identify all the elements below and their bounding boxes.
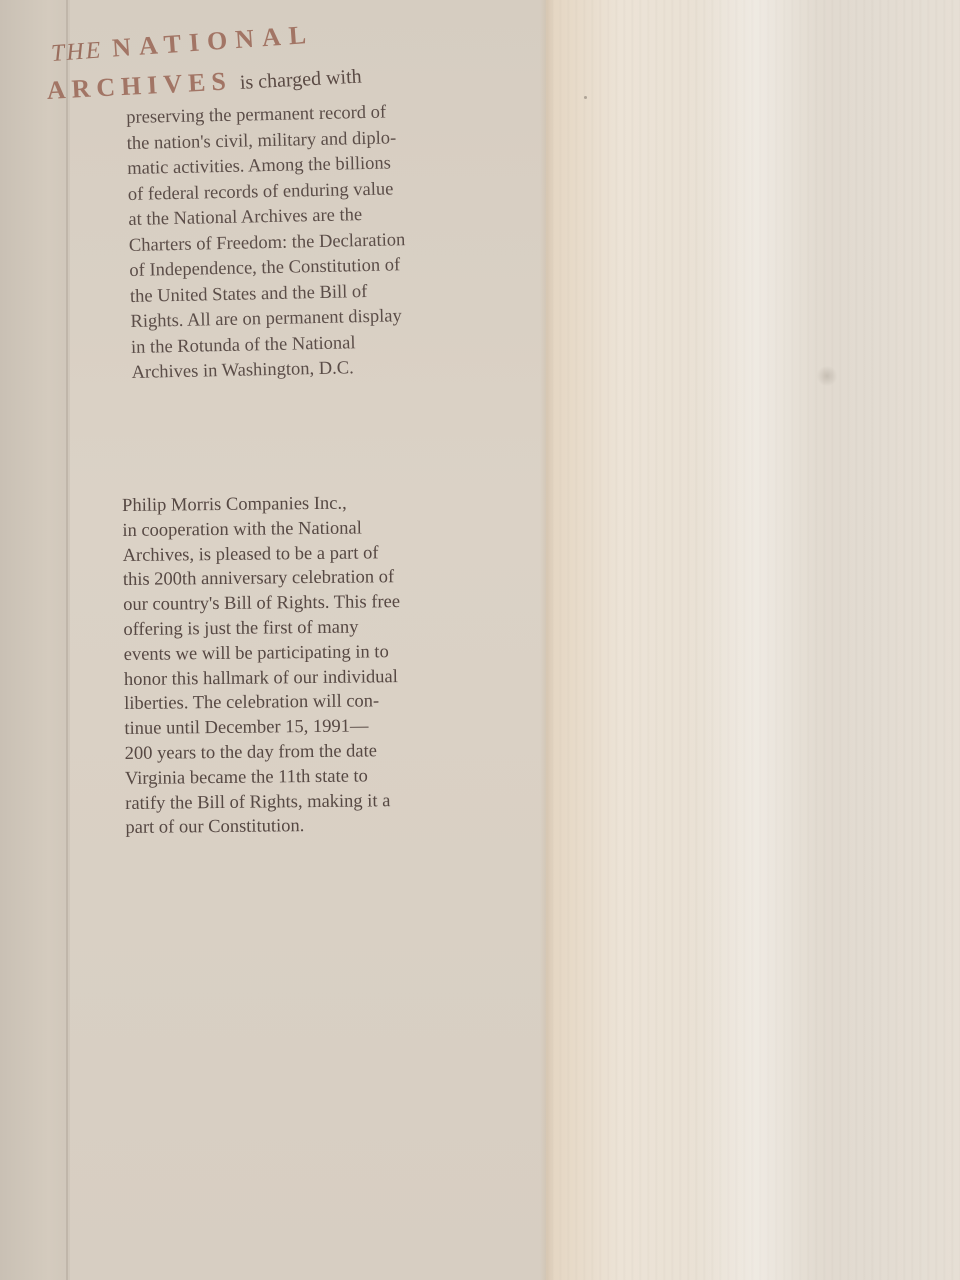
paper-smudge: [816, 366, 838, 386]
heading-title-national: NATIONAL: [111, 19, 315, 63]
paper-speck: [584, 96, 587, 99]
sponsor-paragraph: Philip Morris Companies Inc., in cooperation with the National Archives, is pleased to be a part of this 200th anniversary celebration of our country's Bill of Rights. This free offering is just the first of many events we will be participating in to honor this hallmark of our individual liberties. The celebration will con- tinue until December 15, 1991— 200 years to the day from the date Virginia became the 11th state to ratify the Bill of Rights, making it a part of our Constitution.: [122, 493, 401, 839]
heading-prefix: THE: [50, 37, 104, 67]
page-edge: [0, 0, 70, 1280]
right-page-blank: [546, 0, 960, 1280]
archives-paragraph: preserving the permanent record of the nation's civil, military and diplo- matic activities. Among the billions of federal records of enduring value at the National Archives are the Charters of Freedom: the Declaration of Independence, the Constitution of the United States and the Bill of Rights. All are on permanent display in the Rotunda of the National Archives in Washington, D.C.: [126, 102, 406, 383]
page-edge-line: [66, 0, 68, 1280]
page-fold: [540, 0, 554, 1280]
heading-title-archives: ARCHIVES: [46, 66, 233, 105]
heading-lead-in: is charged with: [239, 65, 363, 94]
